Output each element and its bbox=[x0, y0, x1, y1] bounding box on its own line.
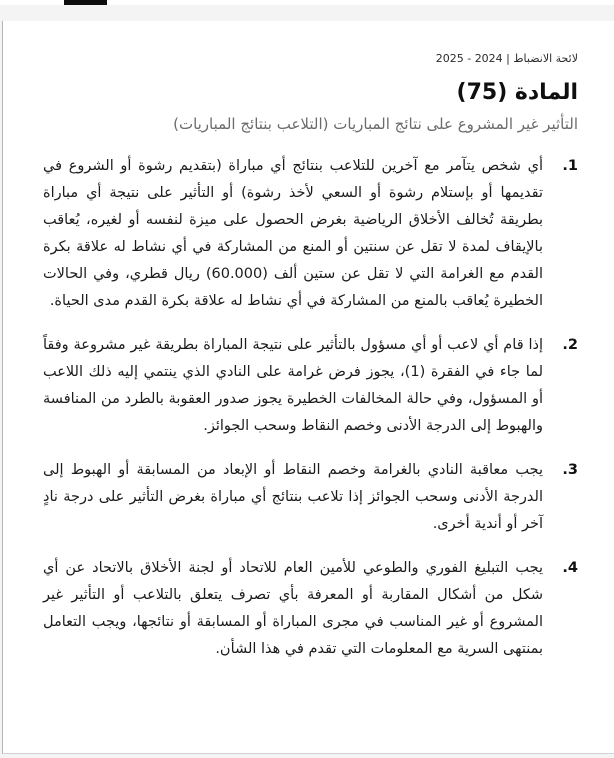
article-number-gap bbox=[543, 332, 552, 440]
article-title: المادة (75) bbox=[456, 80, 578, 105]
article-number-gap bbox=[543, 153, 552, 315]
document-header-meta: لائحة الانضباط | 2024 - 2025 bbox=[435, 52, 578, 65]
article-body: يجب التبليغ الفوري والطوعي للأمين العام للاتحاد أو لجنة الأخلاق بالاتحاد عن أي شكل من أشكال المقاربة أو المعرفة بأي تصرف يتعلق بالتلاعب أو التأثير غير المشروع أو غير المناسب في مجرى المباراة أو المسابقة أو نتائجها، ويجب التعامل بمنتهى السرية مع المعلومات التي تقدم في هذا الشأن. bbox=[43, 560, 543, 658]
article-body: يجب معاقبة النادي بالغرامة وخصم النقاط أو الإبعاد من المسابقة أو الهبوط إلى الدرجة الأدنى وسحب الجوائز إذا تلاعب بنتائج أي مباراة بغرض التأثير على درجة نادٍ آخر أو أندية أخرى. bbox=[43, 462, 543, 533]
article-body: إذا قام أي لاعب أو أي مسؤول بالتأثير على نتيجة المباراة بطريقة غير مشروعة وفقاً لما جاء في الفقرة (1)، يجوز فرض غرامة على النادي الذي ينتمي إليه ذلك اللاعب أو المسؤول، وفي حالة المخالفات الخطيرة يجوز صدور العقوبة بالطرد من المنافسة والهبوط إلى الدرجة الأدنى وخصم النقاط وسحب الجوائز. bbox=[43, 337, 543, 435]
article-number: 2. bbox=[562, 337, 578, 354]
article-item-2 bbox=[43, 332, 578, 440]
viewer-top-strip bbox=[0, 0, 614, 5]
article-number-gap bbox=[543, 457, 552, 538]
articles-list bbox=[43, 153, 578, 663]
toolbar-fragment bbox=[64, 0, 107, 5]
article-item-4 bbox=[43, 555, 578, 663]
article-item-1 bbox=[43, 153, 578, 315]
article-item-3 bbox=[43, 457, 578, 538]
article-number: 1. bbox=[562, 158, 578, 175]
document-page[interactable] bbox=[2, 21, 614, 754]
article-subtitle: التأثير غير المشروع على نتائج المباريات (التلاعب بنتائج المباريات) bbox=[173, 115, 578, 133]
document-content bbox=[3, 21, 614, 663]
article-body: أي شخص يتآمر مع آخرين للتلاعب بنتائج أي مباراة (بتقديم رشوة أو الشروع في تقديمها أو بإستلام رشوة أو السعي لأخذ رشوة) أو التأثير على نتيجة أي مباراة بطريقة تُخالف الأخلاق الرياضية بغرض الحصول على ميزة لنفسه أو لغيره، يُعاقب بالإيقاف لمدة لا تقل عن سنتين أو المنع من المشاركة في أي نشاط له علاقة بكرة القدم مع الغرامة التي لا تقل عن ستين ألف (60.000) ريال قطري، وفي الحالات الخطيرة يُعاقب بالمنع من المشاركة في أي نشاط له علاقة بكرة القدم مدى الحياة. bbox=[43, 158, 543, 310]
article-number: 3. bbox=[562, 462, 578, 479]
article-number: 4. bbox=[562, 560, 578, 577]
article-number-gap bbox=[543, 555, 552, 663]
